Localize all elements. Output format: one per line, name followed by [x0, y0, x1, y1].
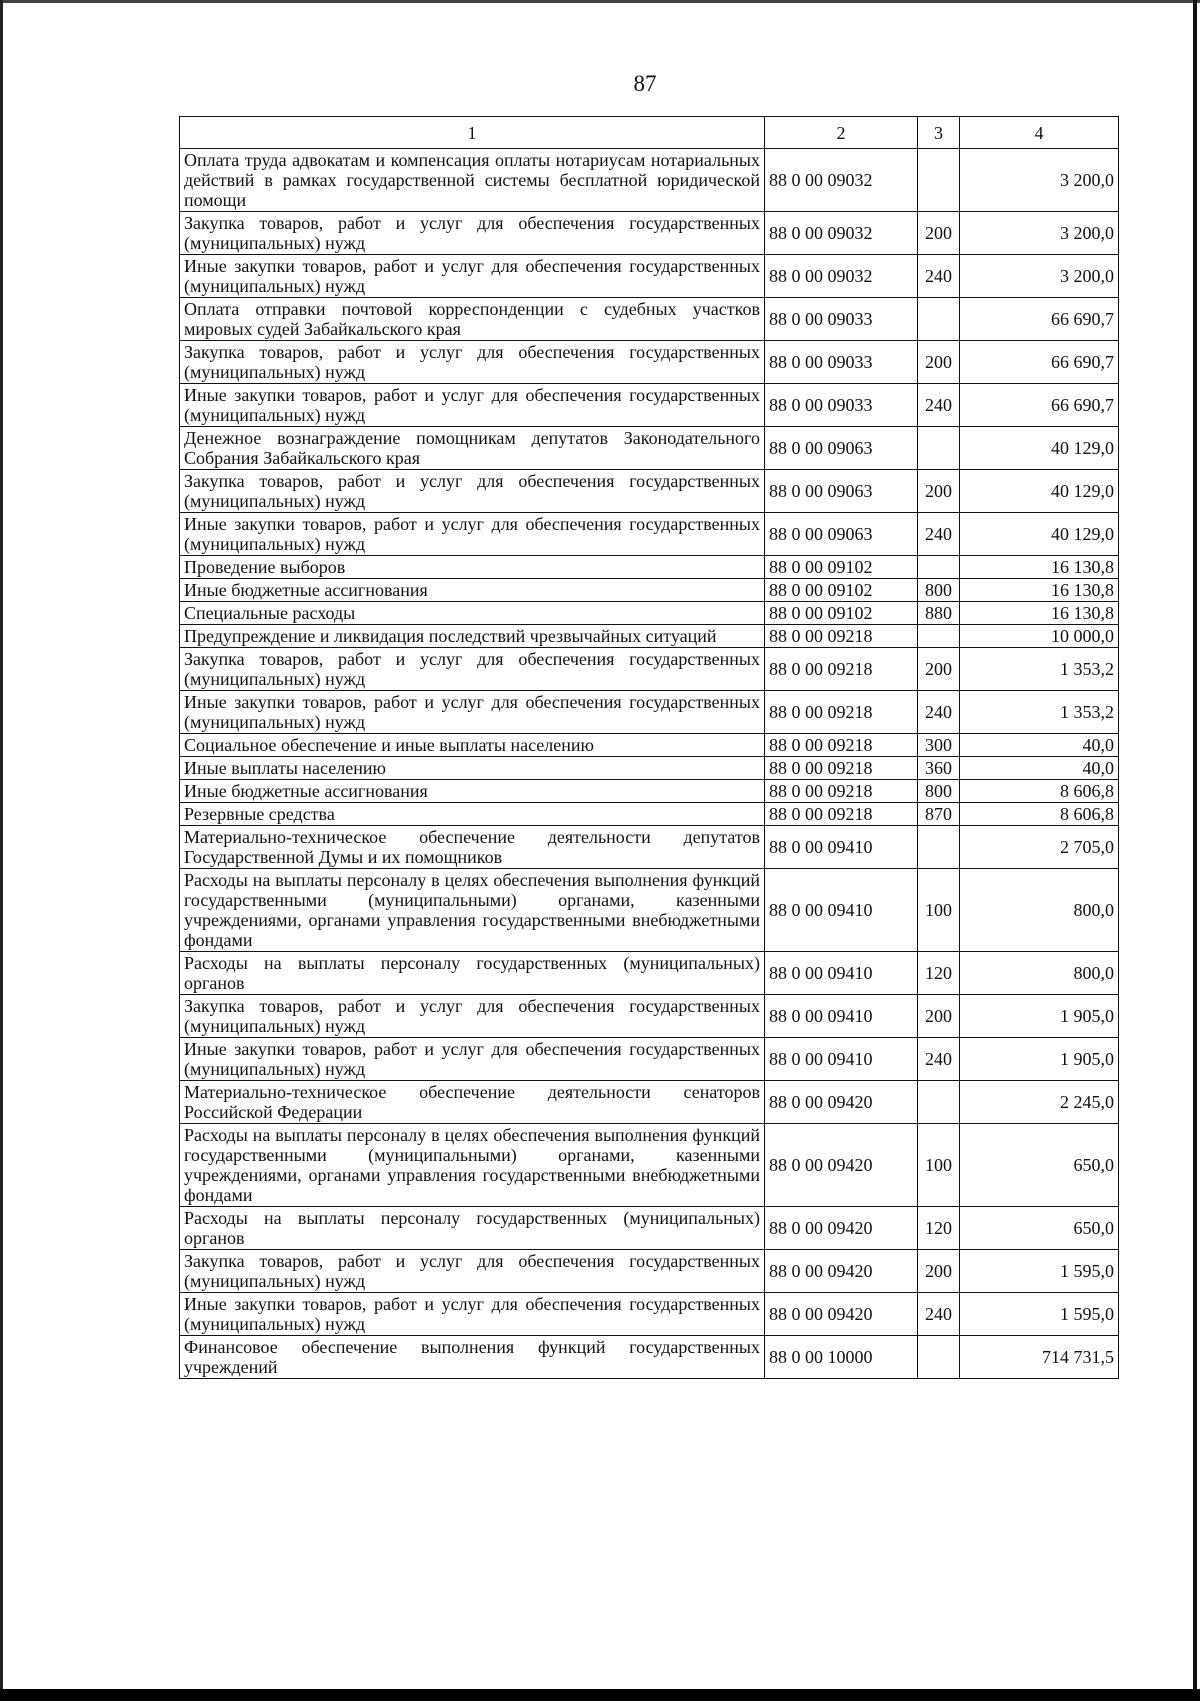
- cell-code: 88 0 00 09420: [765, 1293, 918, 1336]
- cell-type: 800: [918, 780, 960, 803]
- table-row: [180, 625, 1119, 648]
- cell-name: Оплата отправки почтовой корреспонденции с судебных участков мировых судей Забайкальского края: [180, 298, 765, 341]
- header-row: [180, 117, 1119, 149]
- column-header-type: 3: [918, 117, 960, 149]
- table-row: [180, 826, 1119, 869]
- cell-code: 88 0 00 09410: [765, 952, 918, 995]
- cell-amount: 2 245,0: [960, 1081, 1119, 1124]
- cell-amount: 40 129,0: [960, 427, 1119, 470]
- cell-name: Иные закупки товаров, работ и услуг для обеспечения государственных (муниципальных) нужд: [180, 255, 765, 298]
- cell-code: 88 0 00 10000: [765, 1336, 918, 1379]
- table-row: [180, 1250, 1119, 1293]
- table-row: [180, 384, 1119, 427]
- cell-type: 870: [918, 803, 960, 826]
- cell-code: 88 0 00 09063: [765, 470, 918, 513]
- budget-table: [179, 116, 1119, 1379]
- cell-name: Иные закупки товаров, работ и услуг для обеспечения государственных (муниципальных) нужд: [180, 1038, 765, 1081]
- cell-amount: 650,0: [960, 1124, 1119, 1207]
- cell-amount: 714 731,5: [960, 1336, 1119, 1379]
- table-row: [180, 513, 1119, 556]
- cell-code: 88 0 00 09410: [765, 1038, 918, 1081]
- cell-name: Предупреждение и ликвидация последствий чрезвычайных ситуаций: [180, 625, 765, 648]
- cell-type: [918, 625, 960, 648]
- cell-code: 88 0 00 09218: [765, 648, 918, 691]
- cell-name: Закупка товаров, работ и услуг для обеспечения государственных (муниципальных) нужд: [180, 1250, 765, 1293]
- cell-type: 200: [918, 341, 960, 384]
- table-row: [180, 995, 1119, 1038]
- cell-amount: 3 200,0: [960, 212, 1119, 255]
- table-row: [180, 1207, 1119, 1250]
- cell-type: [918, 1081, 960, 1124]
- cell-name: Закупка товаров, работ и услуг для обеспечения государственных (муниципальных) нужд: [180, 341, 765, 384]
- cell-amount: 3 200,0: [960, 149, 1119, 212]
- cell-type: 800: [918, 579, 960, 602]
- cell-amount: 1 353,2: [960, 691, 1119, 734]
- cell-code: 88 0 00 09218: [765, 780, 918, 803]
- cell-amount: 800,0: [960, 952, 1119, 995]
- cell-amount: 40,0: [960, 734, 1119, 757]
- cell-name: Закупка товаров, работ и услуг для обеспечения государственных (муниципальных) нужд: [180, 470, 765, 513]
- cell-code: 88 0 00 09218: [765, 757, 918, 780]
- cell-type: 100: [918, 1124, 960, 1207]
- cell-code: 88 0 00 09218: [765, 691, 918, 734]
- cell-type: 240: [918, 513, 960, 556]
- table-row: [180, 212, 1119, 255]
- table-row: [180, 691, 1119, 734]
- table-row: [180, 298, 1119, 341]
- table-row: [180, 1336, 1119, 1379]
- cell-type: 240: [918, 384, 960, 427]
- table-row: [180, 1124, 1119, 1207]
- cell-name: Иные бюджетные ассигнования: [180, 780, 765, 803]
- cell-name: Иные закупки товаров, работ и услуг для обеспечения государственных (муниципальных) нужд: [180, 513, 765, 556]
- page-number: 87: [633, 71, 657, 96]
- table-row: [180, 734, 1119, 757]
- table-row: [180, 579, 1119, 602]
- cell-amount: 3 200,0: [960, 255, 1119, 298]
- cell-code: 88 0 00 09410: [765, 869, 918, 952]
- cell-name: Иные бюджетные ассигнования: [180, 579, 765, 602]
- cell-amount: 16 130,8: [960, 556, 1119, 579]
- cell-type: 360: [918, 757, 960, 780]
- table-row: [180, 952, 1119, 995]
- cell-type: 100: [918, 869, 960, 952]
- cell-code: 88 0 00 09032: [765, 255, 918, 298]
- cell-name: Иные закупки товаров, работ и услуг для обеспечения государственных (муниципальных) нужд: [180, 691, 765, 734]
- cell-code: 88 0 00 09033: [765, 298, 918, 341]
- cell-code: 88 0 00 09033: [765, 384, 918, 427]
- scan-border-left: [0, 0, 3, 1701]
- cell-code: 88 0 00 09063: [765, 427, 918, 470]
- cell-name: Материально-техническое обеспечение деятельности депутатов Государственной Думы и их помощников: [180, 826, 765, 869]
- table-row: [180, 255, 1119, 298]
- table-row: [180, 757, 1119, 780]
- cell-amount: 1 905,0: [960, 995, 1119, 1038]
- cell-type: [918, 1336, 960, 1379]
- cell-type: 200: [918, 470, 960, 513]
- cell-name: Расходы на выплаты персоналу в целях обеспечения выполнения функций государственными (муниципальными) органами, казенными учреждениями, органами управления государственными внебюджетными фондами: [180, 1124, 765, 1207]
- column-header-amount: 4: [960, 117, 1119, 149]
- cell-type: 120: [918, 1207, 960, 1250]
- cell-amount: 1 905,0: [960, 1038, 1119, 1081]
- cell-code: 88 0 00 09218: [765, 803, 918, 826]
- cell-type: 240: [918, 1293, 960, 1336]
- table-row: [180, 341, 1119, 384]
- cell-type: [918, 149, 960, 212]
- cell-name: Закупка товаров, работ и услуг для обеспечения государственных (муниципальных) нужд: [180, 212, 765, 255]
- cell-amount: 8 606,8: [960, 780, 1119, 803]
- cell-amount: 1 595,0: [960, 1293, 1119, 1336]
- table-row: [180, 1081, 1119, 1124]
- cell-amount: 650,0: [960, 1207, 1119, 1250]
- cell-name: Иные закупки товаров, работ и услуг для обеспечения государственных (муниципальных) нужд: [180, 1293, 765, 1336]
- cell-amount: 40 129,0: [960, 470, 1119, 513]
- cell-code: 88 0 00 09102: [765, 602, 918, 625]
- cell-name: Расходы на выплаты персоналу государственных (муниципальных) органов: [180, 952, 765, 995]
- cell-name: Резервные средства: [180, 803, 765, 826]
- cell-code: 88 0 00 09063: [765, 513, 918, 556]
- cell-code: 88 0 00 09102: [765, 579, 918, 602]
- cell-amount: 66 690,7: [960, 341, 1119, 384]
- cell-amount: 40,0: [960, 757, 1119, 780]
- table-row: [180, 869, 1119, 952]
- cell-amount: 10 000,0: [960, 625, 1119, 648]
- cell-type: 200: [918, 1250, 960, 1293]
- cell-name: Иные закупки товаров, работ и услуг для обеспечения государственных (муниципальных) нужд: [180, 384, 765, 427]
- table-row: [180, 1293, 1119, 1336]
- cell-amount: 1 353,2: [960, 648, 1119, 691]
- cell-code: 88 0 00 09218: [765, 734, 918, 757]
- cell-type: [918, 427, 960, 470]
- table-row: [180, 780, 1119, 803]
- cell-code: 88 0 00 09420: [765, 1250, 918, 1293]
- cell-code: 88 0 00 09420: [765, 1081, 918, 1124]
- table-row: [180, 602, 1119, 625]
- cell-name: Расходы на выплаты персоналу государственных (муниципальных) органов: [180, 1207, 765, 1250]
- cell-name: Материально-техническое обеспечение деятельности сенаторов Российской Федерации: [180, 1081, 765, 1124]
- cell-code: 88 0 00 09410: [765, 826, 918, 869]
- cell-amount: 16 130,8: [960, 602, 1119, 625]
- cell-type: [918, 556, 960, 579]
- cell-type: 240: [918, 1038, 960, 1081]
- cell-name: Финансовое обеспечение выполнения функций государственных учреждений: [180, 1336, 765, 1379]
- cell-code: 88 0 00 09102: [765, 556, 918, 579]
- cell-amount: 16 130,8: [960, 579, 1119, 602]
- cell-amount: 66 690,7: [960, 298, 1119, 341]
- cell-type: 200: [918, 648, 960, 691]
- table-row: [180, 1038, 1119, 1081]
- cell-type: [918, 298, 960, 341]
- cell-amount: 800,0: [960, 869, 1119, 952]
- scan-border-bottom: [0, 1689, 1200, 1701]
- cell-code: 88 0 00 09420: [765, 1124, 918, 1207]
- table-row: [180, 149, 1119, 212]
- cell-amount: 1 595,0: [960, 1250, 1119, 1293]
- cell-amount: 8 606,8: [960, 803, 1119, 826]
- cell-amount: 66 690,7: [960, 384, 1119, 427]
- cell-name: Оплата труда адвокатам и компенсация оплаты нотариусам нотариальных действий в рамках государственной системы бесплатной юридической помощи: [180, 149, 765, 212]
- scan-border-right: [1193, 0, 1197, 1701]
- cell-name: Социальное обеспечение и иные выплаты населению: [180, 734, 765, 757]
- column-header-code: 2: [765, 117, 918, 149]
- cell-code: 88 0 00 09420: [765, 1207, 918, 1250]
- cell-name: Расходы на выплаты персоналу в целях обеспечения выполнения функций государственными (муниципальными) органами, казенными учреждениями, органами управления государственными внебюджетными фондами: [180, 869, 765, 952]
- cell-amount: 40 129,0: [960, 513, 1119, 556]
- table-row: [180, 648, 1119, 691]
- cell-name: Иные выплаты населению: [180, 757, 765, 780]
- cell-type: 120: [918, 952, 960, 995]
- cell-name: Закупка товаров, работ и услуг для обеспечения государственных (муниципальных) нужд: [180, 995, 765, 1038]
- cell-code: 88 0 00 09218: [765, 625, 918, 648]
- cell-type: 300: [918, 734, 960, 757]
- table-row: [180, 803, 1119, 826]
- cell-code: 88 0 00 09033: [765, 341, 918, 384]
- cell-type: 880: [918, 602, 960, 625]
- cell-type: 200: [918, 995, 960, 1038]
- cell-code: 88 0 00 09410: [765, 995, 918, 1038]
- table-row: [180, 556, 1119, 579]
- cell-amount: 2 705,0: [960, 826, 1119, 869]
- cell-code: 88 0 00 09032: [765, 212, 918, 255]
- cell-code: 88 0 00 09032: [765, 149, 918, 212]
- scan-border-top: [0, 0, 1200, 3]
- table-row: [180, 470, 1119, 513]
- cell-name: Специальные расходы: [180, 602, 765, 625]
- column-header-name: 1: [180, 117, 765, 149]
- cell-name: Денежное вознаграждение помощникам депутатов Законодательного Собрания Забайкальского края: [180, 427, 765, 470]
- cell-type: 240: [918, 255, 960, 298]
- cell-name: Проведение выборов: [180, 556, 765, 579]
- table-body: [180, 149, 1119, 1379]
- cell-type: 240: [918, 691, 960, 734]
- cell-type: [918, 826, 960, 869]
- cell-type: 200: [918, 212, 960, 255]
- cell-name: Закупка товаров, работ и услуг для обеспечения государственных (муниципальных) нужд: [180, 648, 765, 691]
- table-row: [180, 427, 1119, 470]
